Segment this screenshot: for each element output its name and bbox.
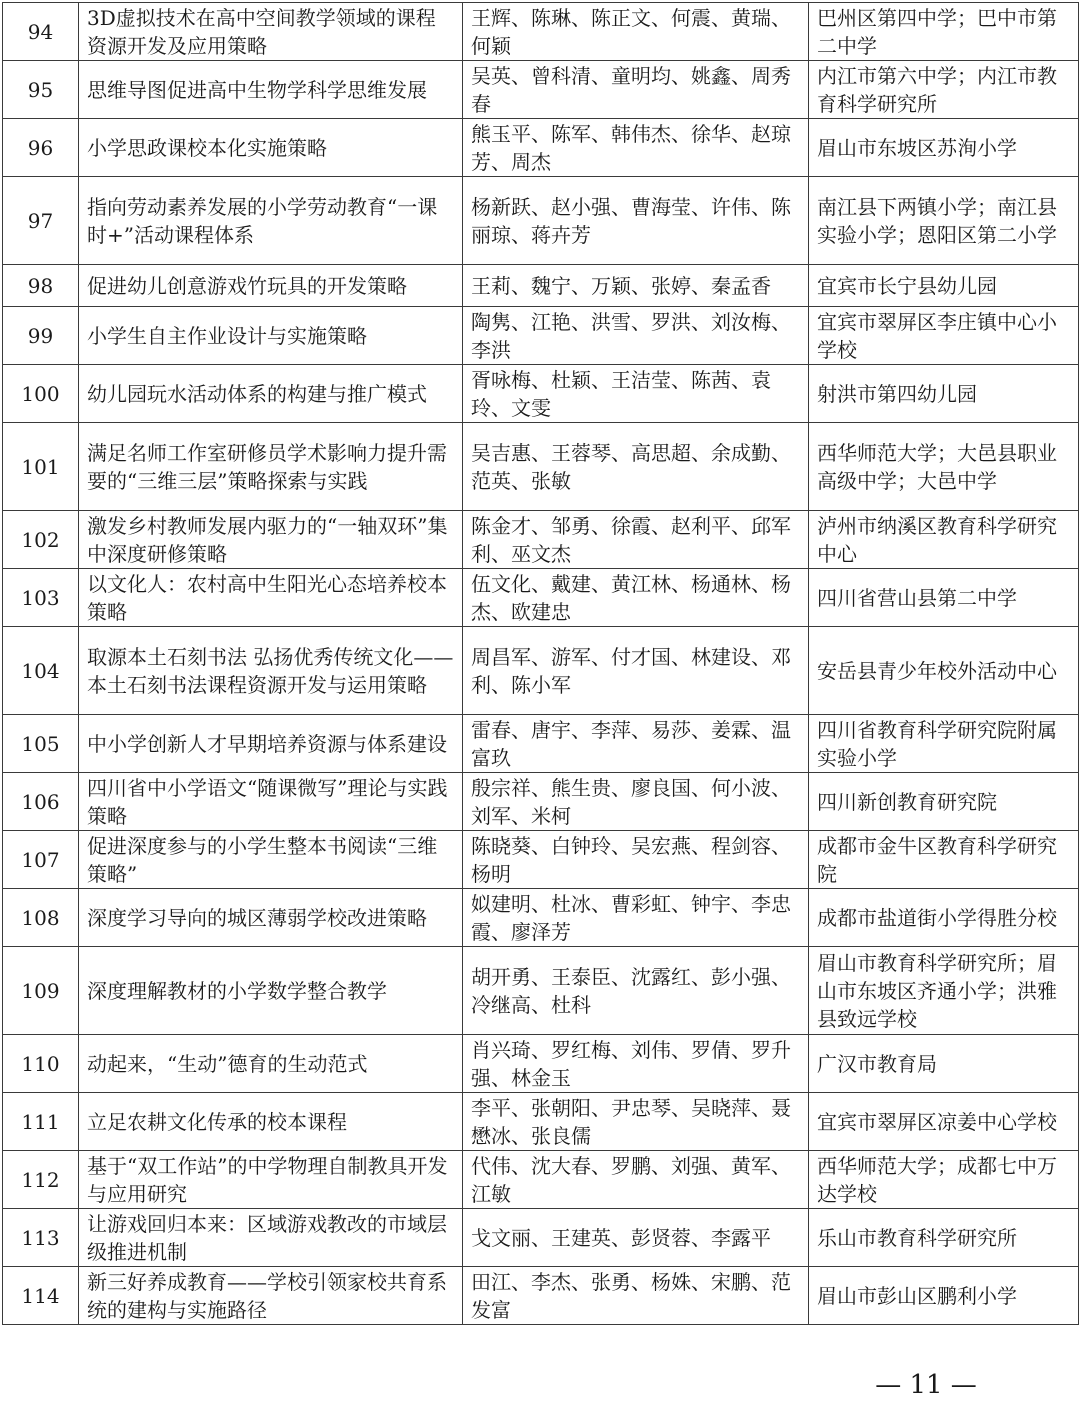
org-cell: 宜宾市翠屏区凉姜中心学校	[809, 1093, 1079, 1151]
table-row	[3, 423, 1079, 511]
title-cell: 动起来，“生动”德育的生动范式	[79, 1035, 463, 1093]
title-cell: 促进幼儿创意游戏竹玩具的开发策略	[79, 265, 463, 307]
num-cell: 113	[3, 1209, 79, 1267]
num-cell: 99	[3, 307, 79, 365]
authors-cell: 陈金才、邹勇、徐霞、赵利平、邱军利、巫文杰	[463, 511, 809, 569]
org-cell: 乐山市教育科学研究所	[809, 1209, 1079, 1267]
title-cell: 深度学习导向的城区薄弱学校改进策略	[79, 889, 463, 947]
num-cell: 107	[3, 831, 79, 889]
num-cell: 106	[3, 773, 79, 831]
org-cell: 宜宾市长宁县幼儿园	[809, 265, 1079, 307]
table-row	[3, 61, 1079, 119]
table-row	[3, 119, 1079, 177]
org-cell: 四川新创教育研究院	[809, 773, 1079, 831]
table-row	[3, 307, 1079, 365]
awards-table	[2, 2, 1079, 1325]
awards-table-body	[3, 3, 1079, 1325]
org-cell: 射洪市第四幼儿园	[809, 365, 1079, 423]
num-cell: 110	[3, 1035, 79, 1093]
authors-cell: 胡开勇、王泰臣、沈露红、彭小强、冷继高、杜科	[463, 947, 809, 1035]
title-cell: 幼儿园玩水活动体系的构建与推广模式	[79, 365, 463, 423]
num-cell: 103	[3, 569, 79, 627]
org-cell: 广汉市教育局	[809, 1035, 1079, 1093]
num-cell: 102	[3, 511, 79, 569]
num-cell: 100	[3, 365, 79, 423]
org-cell: 成都市盐道街小学得胜分校	[809, 889, 1079, 947]
title-cell: 以文化人：农村高中生阳光心态培养校本策略	[79, 569, 463, 627]
org-cell: 西华师范大学；成都七中万达学校	[809, 1151, 1079, 1209]
table-row	[3, 569, 1079, 627]
num-cell: 101	[3, 423, 79, 511]
num-cell: 95	[3, 61, 79, 119]
title-cell: 激发乡村教师发展内驱力的“一轴双环”集中深度研修策略	[79, 511, 463, 569]
num-cell: 112	[3, 1151, 79, 1209]
table-row	[3, 1035, 1079, 1093]
table-row	[3, 1267, 1079, 1325]
table-row	[3, 177, 1079, 265]
title-cell: 新三好养成教育——学校引领家校共育系统的建构与实施路径	[79, 1267, 463, 1325]
title-cell: 四川省中小学语文“随课微写”理论与实践策略	[79, 773, 463, 831]
org-cell: 内江市第六中学；内江市教育科学研究所	[809, 61, 1079, 119]
num-cell: 111	[3, 1093, 79, 1151]
authors-cell: 殷宗祥、熊生贵、廖良国、何小波、刘军、米柯	[463, 773, 809, 831]
authors-cell: 陈晓葵、白钟玲、吴宏燕、程剑容、杨明	[463, 831, 809, 889]
org-cell: 泸州市纳溪区教育科学研究中心	[809, 511, 1079, 569]
table-row	[3, 889, 1079, 947]
title-cell: 立足农耕文化传承的校本课程	[79, 1093, 463, 1151]
authors-cell: 杨新跃、赵小强、曹海莹、许伟、陈丽琼、蒋卉芳	[463, 177, 809, 265]
org-cell: 宜宾市翠屏区李庄镇中心小学校	[809, 307, 1079, 365]
authors-cell: 陶隽、江艳、洪雪、罗洪、刘汝梅、李洪	[463, 307, 809, 365]
authors-cell: 李平、张朝阳、尹忠琴、吴晓萍、聂懋冰、张良儒	[463, 1093, 809, 1151]
num-cell: 114	[3, 1267, 79, 1325]
title-cell: 深度理解教材的小学数学整合教学	[79, 947, 463, 1035]
org-cell: 眉山市彭山区鹏利小学	[809, 1267, 1079, 1325]
org-cell: 南江县下两镇小学；南江县实验小学；恩阳区第二小学	[809, 177, 1079, 265]
org-cell: 西华师范大学；大邑县职业高级中学；大邑中学	[809, 423, 1079, 511]
authors-cell: 吴吉惠、王蓉琴、高思超、余成勤、范英、张敏	[463, 423, 809, 511]
org-cell: 眉山市东坡区苏洵小学	[809, 119, 1079, 177]
table-row	[3, 947, 1079, 1035]
title-cell: 思维导图促进高中生物学科学思维发展	[79, 61, 463, 119]
num-cell: 97	[3, 177, 79, 265]
title-cell: 让游戏回归本来：区域游戏教改的市域层级推进机制	[79, 1209, 463, 1267]
title-cell: 满足名师工作室研修员学术影响力提升需要的“三维三层”策略探索与实践	[79, 423, 463, 511]
authors-cell: 周昌军、游军、付才国、林建设、邓利、陈小军	[463, 627, 809, 715]
table-row	[3, 1093, 1079, 1151]
table-row	[3, 831, 1079, 889]
table-row	[3, 265, 1079, 307]
title-cell: 3D虚拟技术在高中空间教学领域的课程资源开发及应用策略	[79, 3, 463, 61]
org-cell: 四川省教育科学研究院附属实验小学	[809, 715, 1079, 773]
num-cell: 105	[3, 715, 79, 773]
title-cell: 基于“双工作站”的中学物理自制教具开发与应用研究	[79, 1151, 463, 1209]
table-row	[3, 3, 1079, 61]
authors-cell: 肖兴琦、罗红梅、刘伟、罗倩、罗升强、林金玉	[463, 1035, 809, 1093]
num-cell: 98	[3, 265, 79, 307]
table-row	[3, 715, 1079, 773]
authors-cell: 胥咏梅、杜颖、王洁莹、陈茜、袁玲、文雯	[463, 365, 809, 423]
num-cell: 96	[3, 119, 79, 177]
page-number: — 11 —	[875, 1370, 977, 1400]
table-row	[3, 365, 1079, 423]
authors-cell: 戈文丽、王建英、彭贤蓉、李露平	[463, 1209, 809, 1267]
num-cell: 109	[3, 947, 79, 1035]
authors-cell: 吴英、曾科清、童明均、姚鑫、周秀春	[463, 61, 809, 119]
table-row	[3, 1151, 1079, 1209]
authors-cell: 王莉、魏宁、万颖、张婷、秦孟香	[463, 265, 809, 307]
table-row	[3, 1209, 1079, 1267]
org-cell: 成都市金牛区教育科学研究院	[809, 831, 1079, 889]
table-row	[3, 627, 1079, 715]
authors-cell: 王辉、陈琳、陈正文、何震、黄瑞、何颖	[463, 3, 809, 61]
title-cell: 促进深度参与的小学生整本书阅读“三维策略”	[79, 831, 463, 889]
org-cell: 巴州区第四中学；巴中市第二中学	[809, 3, 1079, 61]
num-cell: 104	[3, 627, 79, 715]
org-cell: 四川省营山县第二中学	[809, 569, 1079, 627]
title-cell: 指向劳动素养发展的小学劳动教育“一课时+”活动课程体系	[79, 177, 463, 265]
table-row	[3, 773, 1079, 831]
authors-cell: 伍文化、戴建、黄江林、杨通林、杨杰、欧建忠	[463, 569, 809, 627]
authors-cell: 田江、李杰、张勇、杨姝、宋鹏、范发富	[463, 1267, 809, 1325]
org-cell: 眉山市教育科学研究所；眉山市东坡区齐通小学；洪雅县致远学校	[809, 947, 1079, 1035]
table-row	[3, 511, 1079, 569]
org-cell: 安岳县青少年校外活动中心	[809, 627, 1079, 715]
authors-cell: 雷春、唐宇、李萍、易莎、姜霖、温富玖	[463, 715, 809, 773]
authors-cell: 代伟、沈大春、罗鹏、刘强、黄军、江敏	[463, 1151, 809, 1209]
title-cell: 小学生自主作业设计与实施策略	[79, 307, 463, 365]
title-cell: 小学思政课校本化实施策略	[79, 119, 463, 177]
title-cell: 取源本土石刻书法 弘扬优秀传统文化——本土石刻书法课程资源开发与运用策略	[79, 627, 463, 715]
authors-cell: 姒建明、杜冰、曹彩虹、钟宇、李忠霞、廖泽芳	[463, 889, 809, 947]
num-cell: 108	[3, 889, 79, 947]
authors-cell: 熊玉平、陈军、韩伟杰、徐华、赵琼芳、周杰	[463, 119, 809, 177]
title-cell: 中小学创新人才早期培养资源与体系建设	[79, 715, 463, 773]
num-cell: 94	[3, 3, 79, 61]
